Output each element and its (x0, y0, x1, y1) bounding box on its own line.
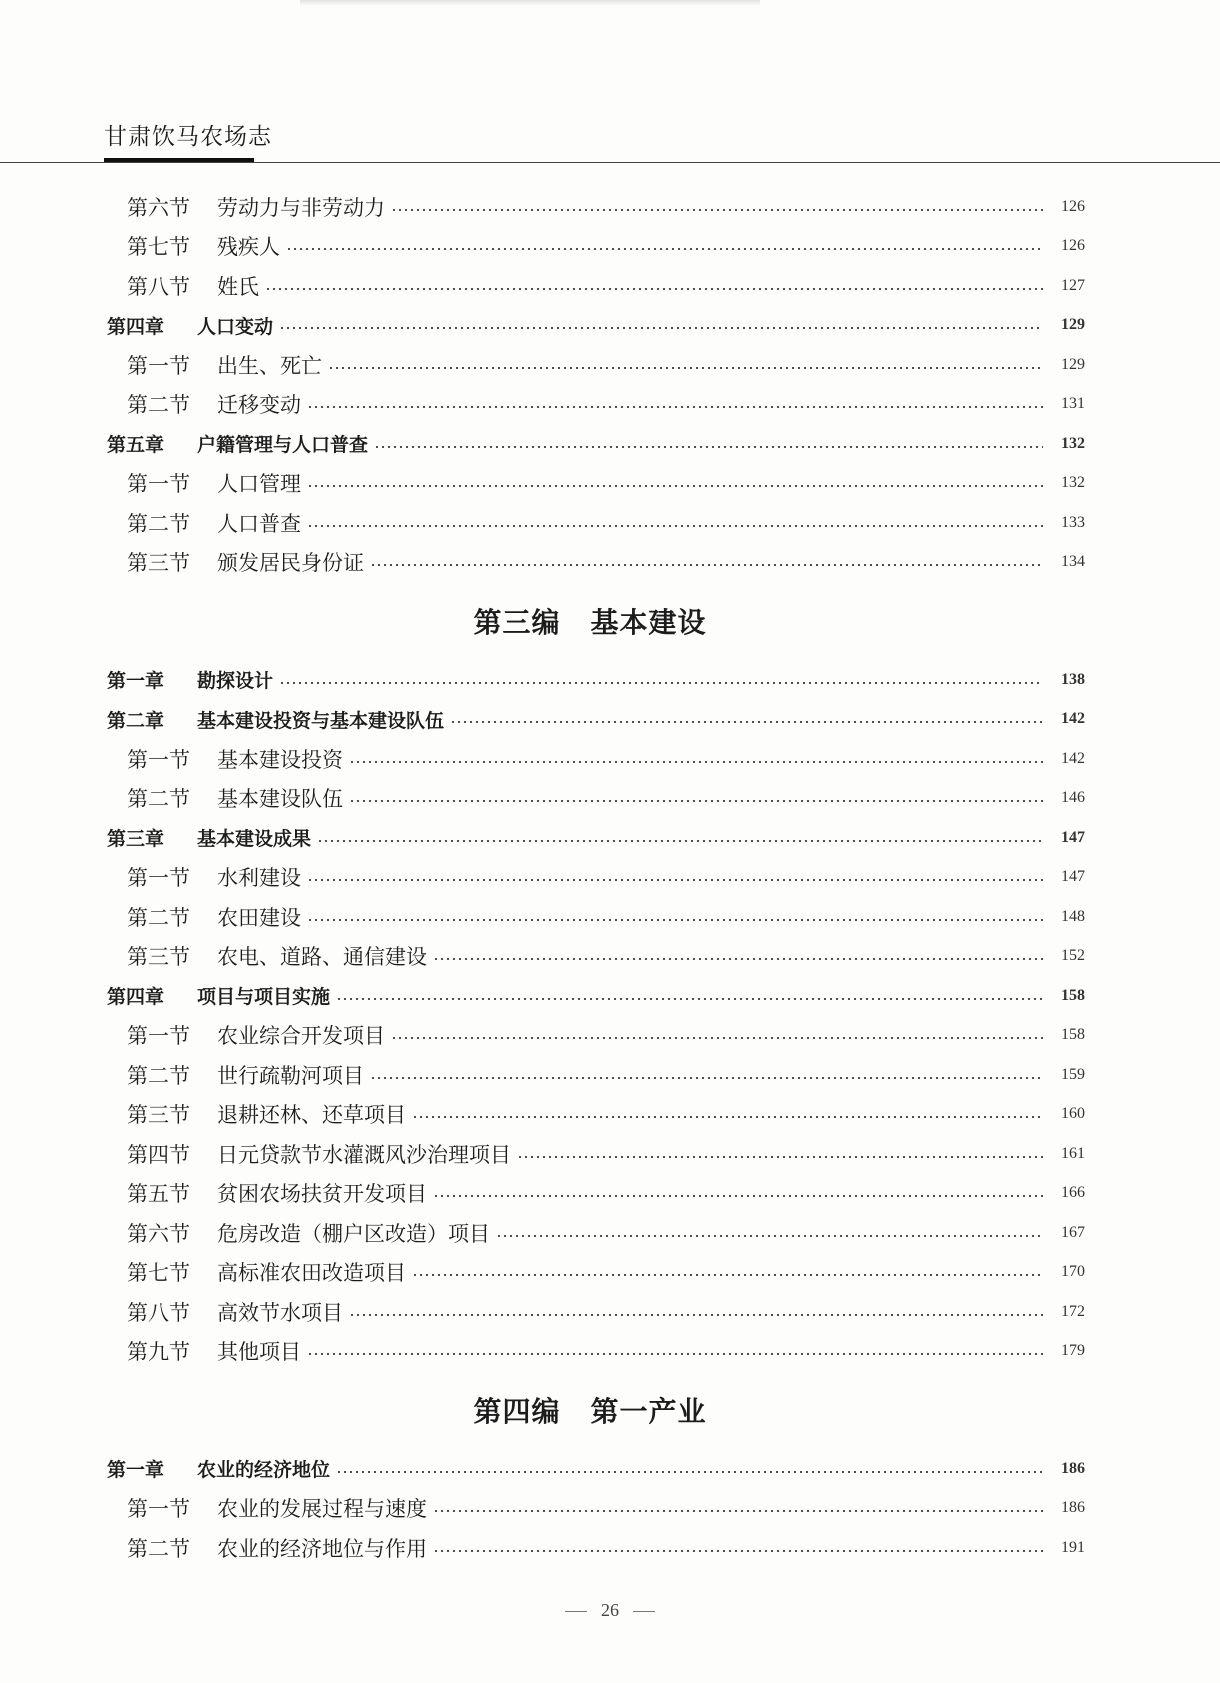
dot-leader (412, 1116, 1043, 1118)
entry-label: 第一章 (107, 1459, 165, 1482)
entry-page-number: 147 (1061, 828, 1085, 846)
entry-page-number: 166 (1061, 1184, 1085, 1202)
entry-label: 第六节 (127, 195, 190, 220)
toc-section-entry (127, 187, 1085, 227)
dot-leader (412, 1274, 1043, 1276)
page-top-edge (300, 0, 760, 6)
entry-title: 项目与项目实施 (197, 986, 331, 1009)
toc-section-entry (127, 464, 1085, 504)
entry-page-number: 186 (1061, 1459, 1085, 1477)
entry-title: 残疾人 (217, 235, 280, 260)
entry-label: 第一节 (127, 1497, 190, 1522)
entry-title: 基本建设队伍 (217, 787, 343, 812)
entry-label: 第二节 (127, 1063, 190, 1088)
entry-title: 颁发居民身份证 (217, 551, 364, 576)
page-number: 26 (601, 1600, 619, 1620)
dot-leader (265, 288, 1043, 290)
toc-section-entry (127, 1528, 1085, 1568)
entry-page-number: 138 (1061, 670, 1085, 688)
dot-leader (496, 1235, 1043, 1237)
dot-leader (433, 1550, 1043, 1552)
entry-label: 第二节 (127, 511, 190, 536)
entry-label: 第八节 (127, 274, 190, 299)
entry-page-number: 158 (1061, 986, 1085, 1004)
toc-section-entry (127, 543, 1085, 583)
toc-section-entry (127, 1489, 1085, 1529)
entry-label: 第六节 (127, 1221, 190, 1246)
entry-title: 危房改造（棚户区改造）项目 (217, 1221, 490, 1246)
toc-section-entry (127, 345, 1085, 385)
dot-leader (370, 1077, 1043, 1079)
toc-group-top (0, 187, 1220, 582)
entry-label: 第四节 (127, 1142, 190, 1167)
entry-label: 第二节 (127, 393, 190, 418)
entry-label: 第三节 (127, 551, 190, 576)
toc-section-entry (127, 266, 1085, 306)
toc-section-entry (127, 1292, 1085, 1332)
entry-title: 勘探设计 (197, 670, 274, 693)
toc-section-entry (127, 1253, 1085, 1293)
entry-label: 第五章 (107, 434, 165, 457)
toc-chapter-entry (107, 700, 1085, 740)
entry-label: 第四章 (107, 986, 165, 1009)
part-title: 基本建设 (590, 606, 707, 639)
entry-page-number: 142 (1061, 710, 1085, 728)
part-heading-four (0, 1371, 1220, 1449)
entry-title: 农业的经济地位与作用 (217, 1536, 427, 1561)
dot-leader (349, 800, 1043, 802)
footer-dash-right (633, 1611, 655, 1612)
dot-leader (391, 209, 1043, 211)
entry-label: 第一节 (127, 866, 190, 891)
entry-label: 第三节 (127, 945, 190, 970)
dot-leader (433, 958, 1043, 960)
toc-section-entry (127, 858, 1085, 898)
entry-label: 第二章 (107, 709, 165, 732)
toc-section-entry (127, 1332, 1085, 1372)
page-footer (0, 1600, 1220, 1621)
entry-title: 农电、道路、通信建设 (217, 945, 427, 970)
dot-leader (336, 998, 1043, 1000)
entry-label: 第一章 (107, 670, 165, 693)
entry-label: 第三节 (127, 1103, 190, 1128)
entry-page-number: 126 (1061, 197, 1085, 215)
entry-label: 第九节 (127, 1340, 190, 1365)
entry-label: 第一节 (127, 747, 190, 772)
dot-leader (433, 1510, 1043, 1512)
toc-chapter-entry (107, 818, 1085, 858)
dot-leader (307, 406, 1043, 408)
entry-page-number: 147 (1061, 868, 1085, 886)
toc-section-entry (127, 1134, 1085, 1174)
entry-page-number: 170 (1061, 1263, 1085, 1281)
entry-page-number: 152 (1061, 947, 1085, 965)
entry-page-number: 160 (1061, 1105, 1085, 1123)
toc-chapter-entry (107, 306, 1085, 346)
entry-label: 第四章 (107, 315, 165, 338)
entry-title: 农业的发展过程与速度 (217, 1497, 427, 1522)
dot-leader (307, 525, 1043, 527)
entry-page-number: 134 (1061, 553, 1085, 571)
header-rule (0, 162, 1220, 163)
toc-group-part-four (0, 1449, 1220, 1568)
entry-page-number: 167 (1061, 1223, 1085, 1241)
entry-page-number: 127 (1061, 276, 1085, 294)
dot-leader (517, 1156, 1043, 1158)
dot-leader (279, 327, 1043, 329)
dot-leader (391, 1037, 1043, 1039)
toc-section-entry (127, 1055, 1085, 1095)
toc-group-part-three (0, 660, 1220, 1371)
dot-leader (374, 446, 1043, 448)
entry-page-number: 129 (1061, 316, 1085, 334)
dot-leader (307, 919, 1043, 921)
entry-page-number: 132 (1061, 434, 1085, 452)
running-header: 甘肃饮马农场志 (104, 124, 272, 150)
dot-leader (450, 721, 1043, 723)
entry-page-number: 186 (1061, 1499, 1085, 1517)
entry-title: 出生、死亡 (217, 353, 322, 378)
entry-label: 第七节 (127, 1261, 190, 1286)
toc-section-entry (127, 503, 1085, 543)
entry-title: 农业的经济地位 (197, 1459, 331, 1482)
dot-leader (279, 682, 1043, 684)
entry-title: 高标准农田改造项目 (217, 1261, 406, 1286)
entry-title: 基本建设投资 (217, 747, 343, 772)
entry-label: 第二节 (127, 1536, 190, 1561)
toc-section-entry (127, 1174, 1085, 1214)
entry-page-number: 142 (1061, 749, 1085, 767)
entry-title: 人口变动 (197, 315, 274, 338)
dot-leader (370, 564, 1043, 566)
entry-title: 劳动力与非劳动力 (217, 195, 385, 220)
entry-label: 第七节 (127, 235, 190, 260)
entry-title: 高效节水项目 (217, 1300, 343, 1325)
dot-leader (307, 879, 1043, 881)
entry-title: 世行疏勒河项目 (217, 1063, 364, 1088)
entry-title: 日元贷款节水灌溉风沙治理项目 (217, 1142, 511, 1167)
dot-leader (349, 761, 1043, 763)
entry-page-number: 148 (1061, 907, 1085, 925)
toc-chapter-entry (107, 424, 1085, 464)
toc-chapter-entry (107, 660, 1085, 700)
part-title: 第一产业 (590, 1395, 707, 1428)
part-label: 第三编 (473, 606, 561, 639)
toc-section-entry (127, 1095, 1085, 1135)
toc-section-entry (127, 227, 1085, 267)
toc-chapter-entry (107, 1449, 1085, 1489)
entry-page-number: 129 (1061, 355, 1085, 373)
entry-label: 第一节 (127, 1024, 190, 1049)
dot-leader (433, 1195, 1043, 1197)
entry-title: 农田建设 (217, 905, 301, 930)
toc-section-entry (127, 1016, 1085, 1056)
dot-leader (317, 840, 1043, 842)
entry-page-number: 131 (1061, 395, 1085, 413)
dot-leader (336, 1471, 1043, 1473)
entry-title: 人口普查 (217, 511, 301, 536)
entry-page-number: 158 (1061, 1026, 1085, 1044)
entry-page-number: 179 (1061, 1342, 1085, 1360)
toc-section-entry (127, 937, 1085, 977)
toc-chapter-entry (107, 976, 1085, 1016)
entry-page-number: 133 (1061, 513, 1085, 531)
entry-title: 基本建设成果 (197, 828, 312, 851)
part-label: 第四编 (473, 1395, 561, 1428)
entry-title: 其他项目 (217, 1340, 301, 1365)
entry-page-number: 132 (1061, 474, 1085, 492)
entry-label: 第一节 (127, 353, 190, 378)
entry-title: 基本建设投资与基本建设队伍 (197, 709, 445, 732)
dot-leader (307, 1353, 1043, 1355)
entry-title: 贫困农场扶贫开发项目 (217, 1182, 427, 1207)
toc-section-entry (127, 385, 1085, 425)
part-heading-three (0, 582, 1220, 660)
entry-label: 第二节 (127, 905, 190, 930)
entry-page-number: 146 (1061, 789, 1085, 807)
toc-section-entry (127, 897, 1085, 937)
entry-title: 人口管理 (217, 472, 301, 497)
footer-dash-left (565, 1611, 587, 1612)
entry-label: 第八节 (127, 1300, 190, 1325)
toc-section-entry (127, 739, 1085, 779)
entry-page-number: 159 (1061, 1065, 1085, 1083)
entry-title: 水利建设 (217, 866, 301, 891)
entry-title: 姓氏 (217, 274, 259, 299)
entry-title: 农业综合开发项目 (217, 1024, 385, 1049)
entry-title: 迁移变动 (217, 393, 301, 418)
toc-section-entry (127, 779, 1085, 819)
table-of-contents (0, 187, 1220, 1568)
entry-label: 第一节 (127, 472, 190, 497)
entry-page-number: 126 (1061, 237, 1085, 255)
dot-leader (307, 485, 1043, 487)
entry-label: 第五节 (127, 1182, 190, 1207)
dot-leader (328, 367, 1043, 369)
entry-page-number: 172 (1061, 1302, 1085, 1320)
entry-label: 第二节 (127, 787, 190, 812)
dot-leader (349, 1314, 1043, 1316)
entry-title: 户籍管理与人口普查 (197, 434, 369, 457)
entry-label: 第三章 (107, 828, 165, 851)
entry-title: 退耕还林、还草项目 (217, 1103, 406, 1128)
entry-page-number: 161 (1061, 1144, 1085, 1162)
dot-leader (286, 248, 1043, 250)
toc-section-entry (127, 1213, 1085, 1253)
entry-page-number: 191 (1061, 1538, 1085, 1556)
